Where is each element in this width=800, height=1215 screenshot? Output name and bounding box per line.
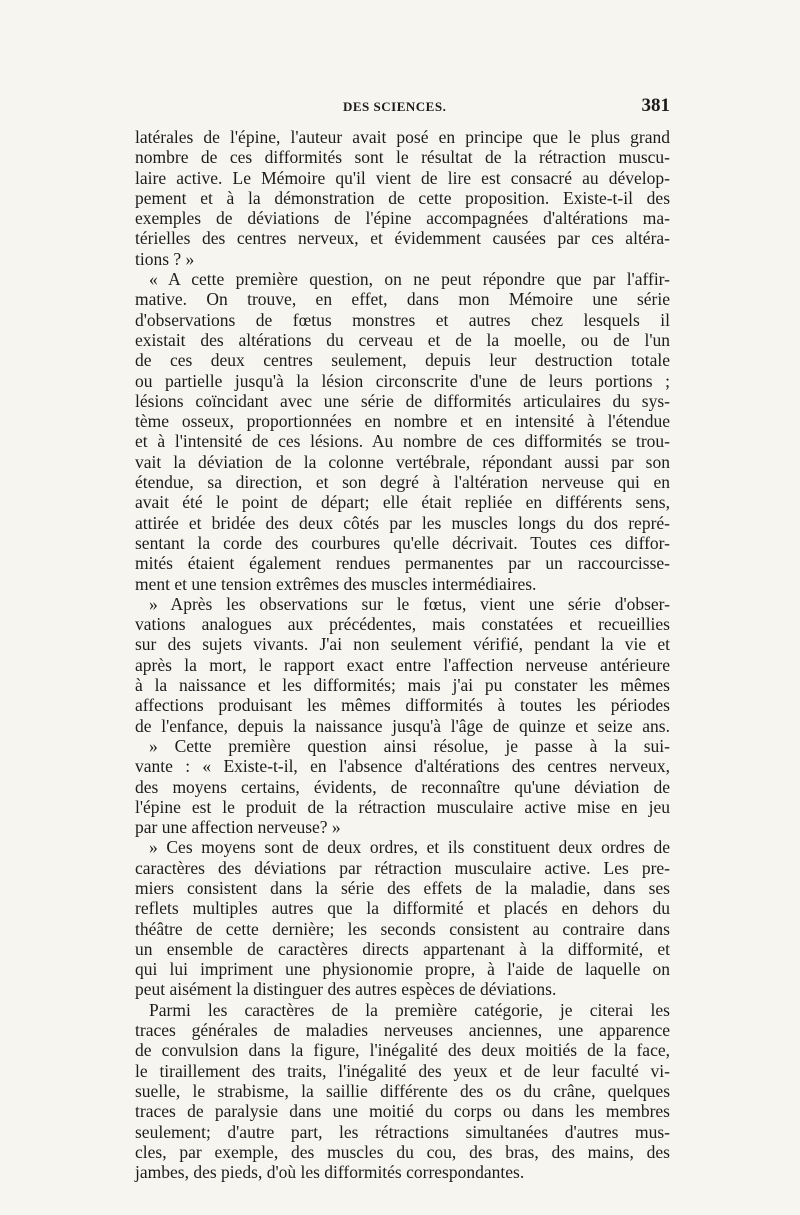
text-line: mative. On trouve, en effet, dans mon Mémoire une série — [135, 289, 670, 310]
text-line: » Ces moyens sont de deux ordres, et ils constituent deux ordres de — [149, 837, 670, 858]
text-line: traces de paralysie dans une moitié du corps ou dans les membres — [135, 1101, 670, 1122]
text-line: laire active. Le Mémoire qu'il vient de lire est consacré au dévelop- — [135, 167, 670, 188]
text-line: suelle, le strabisme, la saillie différente des os du crâne, quelques — [135, 1080, 670, 1101]
text-line: seulement; d'autre part, les rétractions simultanées d'autres mus- — [135, 1121, 670, 1142]
text-line: de l'enfance, depuis la naissance jusqu'à l'âge de quinze et seize ans. — [135, 715, 670, 736]
running-title: DES SCIENCES. — [343, 99, 447, 114]
text-line: « A cette première question, on ne peut répondre que par l'affir- — [149, 269, 670, 290]
text-line: peut aisément la distinguer des autres espèces de déviations. — [135, 979, 557, 1000]
text-line: sur des sujets vivants. J'ai non seulement vérifié, pendant la vie et — [135, 634, 670, 655]
text-line: sentant la corde des courbures qu'elle décrivait. Toutes ces diffor- — [135, 532, 670, 553]
text-line: de ces deux centres seulement, depuis leur destruction totale — [135, 350, 670, 371]
text-line: étendue, sa direction, et son degré à l'altération nerveuse qui en — [135, 472, 670, 493]
text-line: » Après les observations sur le fœtus, vient une série d'obser- — [149, 593, 670, 614]
text-line: reflets multiples autres que la difformité et placés en dehors du — [135, 898, 670, 919]
text-line: vait la déviation de la colonne vertébrale, répondant aussi par son — [135, 451, 670, 472]
text-line: après la mort, le rapport exact entre l'affection nerveuse antérieure — [135, 654, 670, 675]
text-line: qui lui impriment une physionomie propre, à l'aide de laquelle on — [135, 959, 670, 980]
text-line: tème osseux, proportionnées en nombre et en intensité à l'étendue — [135, 411, 670, 432]
text-line: ment et une tension extrêmes des muscles intermédiaires. — [135, 573, 537, 594]
text-line: théâtre de cette dernière; les seconds consistent au contraire dans — [135, 918, 670, 939]
text-line: le tiraillement des traits, l'inégalité des yeux et de leur faculté vi- — [135, 1060, 670, 1081]
page-number: 381 — [641, 95, 670, 116]
text-line: de convulsion dans la figure, l'inégalité des deux moitiés de la face, — [135, 1040, 670, 1061]
text-line: Parmi les caractères de la première catégorie, je citerai les — [149, 999, 670, 1020]
text-line: affections produisant les mêmes difformités à toutes les périodes — [135, 695, 670, 716]
text-line: par une affection nerveuse? » — [135, 817, 341, 838]
text-line: lésions coïncidant avec une série de difformités articulaires du sys- — [135, 390, 670, 411]
text-line: térielles des centres nerveux, et évidemment causées par ces altéra- — [135, 228, 670, 249]
text-line: ou partielle jusqu'à la lésion circonscrite d'une de leurs portions ; — [135, 370, 670, 391]
text-line: nombre de ces difformités sont le résultat de la rétraction muscu- — [135, 147, 670, 168]
text-line: avait été le point de départ; elle était repliée en différents sens, — [135, 492, 670, 513]
text-line: caractères des déviations par rétraction musculaire active. Les pre- — [135, 857, 670, 878]
text-line: miers consistent dans la série des effets de la maladie, dans ses — [135, 877, 670, 898]
text-line: cles, par exemple, des muscles du cou, des bras, des mains, des — [135, 1141, 670, 1162]
text-line: vations analogues aux précédentes, mais constatées et recueillies — [135, 614, 670, 635]
page-header — [135, 95, 670, 123]
text-line: vante : « Existe-t-il, en l'absence d'altérations des centres nerveux, — [135, 756, 670, 777]
text-line: latérales de l'épine, l'auteur avait posé en principe que le plus grand — [135, 127, 670, 147]
text-line: d'observations de fœtus monstres et autres chez lesquels il — [135, 309, 670, 330]
text-line: existait des altérations du cerveau et de la moelle, ou de l'un — [135, 329, 670, 350]
text-line: un ensemble de caractères directs appartenant à la difformité, et — [135, 938, 670, 959]
text-line: et à l'intensité de ces lésions. Au nombre de ces difformités se trou- — [135, 431, 670, 452]
body-text — [135, 127, 670, 1182]
text-line: traces générales de maladies nerveuses anciennes, une apparence — [135, 1020, 670, 1041]
text-line: attirée et bridée des deux côtés par les muscles longs du dos repré- — [135, 512, 670, 533]
text-line: tions ? » — [135, 248, 195, 269]
text-line: exemples de déviations de l'épine accompagnées d'altérations ma- — [135, 208, 670, 229]
text-line: » Cette première question ainsi résolue, je passe à la sui- — [149, 735, 670, 756]
text-line: à la naissance et les difformités; mais j'ai pu constater les mêmes — [135, 675, 670, 696]
text-line: pement et à la démonstration de cette proposition. Existe-t-il des — [135, 187, 670, 208]
text-line: l'épine est le produit de la rétraction musculaire active mise en jeu — [135, 796, 670, 817]
text-line: des moyens certains, évidents, de reconnaître qu'une déviation de — [135, 776, 670, 797]
text-line: mités étaient également rendues permanentes par un raccourcisse- — [135, 553, 670, 574]
text-line: jambes, des pieds, d'où les difformités correspondantes. — [135, 1162, 525, 1183]
